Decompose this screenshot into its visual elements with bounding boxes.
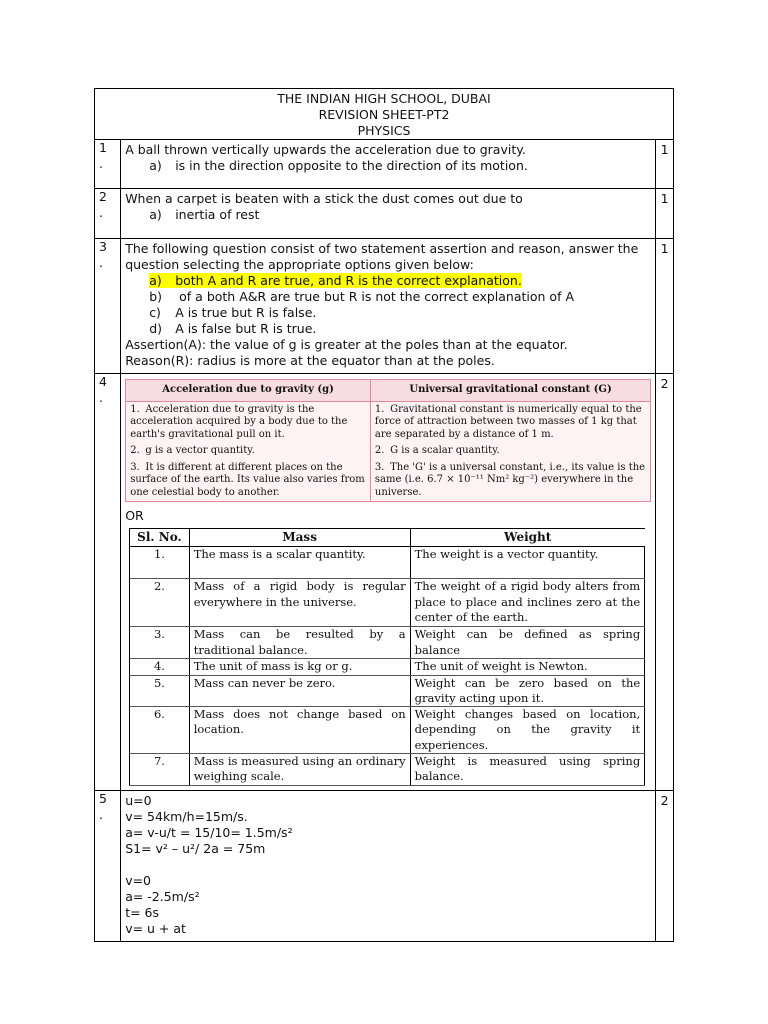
row-number: 2. [374,445,385,456]
gravity-table-row [126,401,651,443]
or-separator: OR [125,508,144,523]
mass-cell: Mass is measured using an ordinary weighing scale. [189,754,410,786]
question-number-digit: 1 [99,140,107,155]
question-number-digit: 4 [99,374,107,389]
question-number [95,189,121,239]
solution-line: v= u + at [125,920,186,936]
row-number: 3. [130,461,140,473]
mass-cell: The mass is a scalar quantity. [189,547,410,579]
question-number-dot: . [99,390,103,405]
row-number: 2. [130,445,140,456]
header-row [95,89,674,140]
answer-option-d [125,321,651,337]
question-row-1 [95,140,674,189]
weight-cell: The weight is a vector quantity. [410,547,645,579]
g-cell [126,460,371,502]
gravity-table-header [126,380,651,402]
mass-weight-row [130,754,645,786]
question-content [121,239,656,374]
mass-cell: Mass does not change based on location. [189,707,410,754]
sl-no: 4. [130,659,190,675]
sl-no: 5. [130,675,190,707]
question-number [95,239,121,374]
question-text: A ball thrown vertically upwards the acceleration due to gravity. [125,142,526,157]
subject-name: PHYSICS [357,123,411,138]
question-row-5 [95,790,674,941]
sl-no-header: Sl. No. [130,529,190,547]
weight-cell: The weight of a rigid body alters from place to place and inclines zero at the center of the earth. [410,579,645,627]
mass-cell: The unit of mass is kg or g. [189,659,410,675]
question-number-dot: . [99,806,103,822]
gravity-table-row [126,443,651,460]
reason-text: Reason(R): radius is more at the equator than at the poles. [125,353,495,368]
question-content [121,189,656,239]
weight-cell: Weight changes based on location, depending on the gravity it experiences. [410,707,645,754]
solution-line: v= 54km/h=15m/s. [125,808,248,824]
G-description: Gravitational constant is numerically equal to the force of attraction between two masses of 1 kg that are separated by a distance of 1 m. [374,403,642,440]
G-description: G is a scalar quantity. [390,445,500,456]
option-label: a) [149,273,162,288]
question-text: When a carpet is beaten with a stick the dust comes out due to [125,191,523,206]
option-text: A is true but R is false. [175,305,317,320]
mass-header: Mass [189,529,410,547]
option-text: both A and R are true, and R is the correct explanation. [175,273,522,288]
answer-option-b [125,289,651,305]
gravity-comparison-table [125,379,651,502]
weight-cell: Weight can be zero based on the gravity acting upon it. [410,675,645,707]
weight-cell: Weight can be defined as spring balance [410,627,645,659]
weight-cell: Weight is measured using spring balance. [410,754,645,786]
marks-cell: 2 [656,790,674,941]
assertion-text: Assertion(A): the value of g is greater at the poles than at the equator. [125,337,568,352]
solution-line: a= -2.5m/s² [125,888,200,904]
question-content [121,140,656,189]
marks-cell: 2 [656,374,674,791]
mass-weight-row [130,707,645,754]
question-row-4 [95,374,674,791]
solution-line: v=0 [125,872,152,888]
question-text-line-1: The following question consist of two statement assertion and reason, answer the [125,241,639,256]
g-cell [126,401,371,443]
question-number [95,374,121,791]
question-number-dot: . [99,255,103,270]
mass-cell: Mass can never be zero. [189,675,410,707]
solution-line: S1= v² – u²/ 2a = 75m [125,840,266,856]
answer-option-a [125,273,651,289]
sl-no: 2. [130,579,190,627]
question-number-digit: 2 [99,189,107,204]
answer-option [125,158,651,174]
mass-cell: Mass of a rigid body is regular everywhere in the universe. [189,579,410,627]
mass-weight-row [130,627,645,659]
question-number-digit: 5 [99,790,107,806]
mass-weight-row [130,675,645,707]
question-number-digit: 3 [99,239,107,254]
weight-cell: The unit of weight is Newton. [410,659,645,675]
answer-option-c [125,305,651,321]
g-description: It is different at different places on the surface of the earth. Its value also varies from one celestial body to another. [130,461,365,498]
revision-sheet-table [94,88,674,942]
row-number: 1. [130,403,140,415]
G-cell [370,443,650,460]
question-content [121,790,656,941]
mass-weight-row [130,579,645,627]
mass-weight-table [129,528,645,786]
sl-no: 6. [130,707,190,754]
option-text: of a both A&R are true but R is not the correct explanation of A [175,289,574,304]
sl-no: 7. [130,754,190,786]
g-cell [126,443,371,460]
gravity-table-row [126,460,651,502]
g-description: g is a vector quantity. [145,445,255,456]
question-number [95,140,121,189]
option-label: d) [149,321,162,336]
G-cell [370,401,650,443]
question-number-dot: . [99,156,103,171]
question-content [121,374,656,791]
G-description: The 'G' is a universal constant, i.e., its value is the same (i.e. 6.7 × 10⁻¹¹ Nm² kg⁻²) everywhere in the universe. [374,461,646,498]
weight-header: Weight [410,529,645,547]
G-cell [370,460,650,502]
option-text: is in the direction opposite to the direction of its motion. [175,158,528,173]
g-description: Acceleration due to gravity is the acceleration acquired by a body due to the earth's gravitational pull on it. [130,403,348,440]
mass-weight-row [130,547,645,579]
header-cell [95,89,674,140]
question-text-line-2: question selecting the appropriate options given below: [125,257,474,272]
highlighted-answer [149,273,522,288]
solution-line: u=0 [125,792,152,808]
marks-cell: 1 [656,239,674,374]
option-text: A is false but R is true. [175,321,317,336]
sheet-title: REVISION SHEET-PT2 [318,107,450,122]
option-label: a) [149,207,162,222]
row-number: 1. [374,403,385,415]
question-number-dot: . [99,205,103,220]
sl-no: 3. [130,627,190,659]
row-number: 3. [374,461,385,473]
answer-option [125,207,651,223]
mass-weight-row [130,659,645,675]
school-name: THE INDIAN HIGH SCHOOL, DUBAI [277,91,491,106]
question-row-3 [95,239,674,374]
option-label: b) [149,289,162,304]
question-number [95,790,121,941]
solution-line [125,857,651,873]
solution-line: t= 6s [125,904,160,920]
G-column-header: Universal gravitational constant (G) [370,380,650,402]
option-label: a) [149,158,162,173]
mass-cell: Mass can be resulted by a traditional balance. [189,627,410,659]
sl-no: 1. [130,547,190,579]
mass-weight-header [130,529,645,547]
solution-line: a= v-u/t = 15/10= 1.5m/s² [125,824,293,840]
g-column-header: Acceleration due to gravity (g) [126,380,371,402]
option-label: c) [149,305,161,320]
marks-cell: 1 [656,189,674,239]
marks-cell: 1 [656,140,674,189]
option-text: inertia of rest [175,207,260,222]
question-row-2 [95,189,674,239]
